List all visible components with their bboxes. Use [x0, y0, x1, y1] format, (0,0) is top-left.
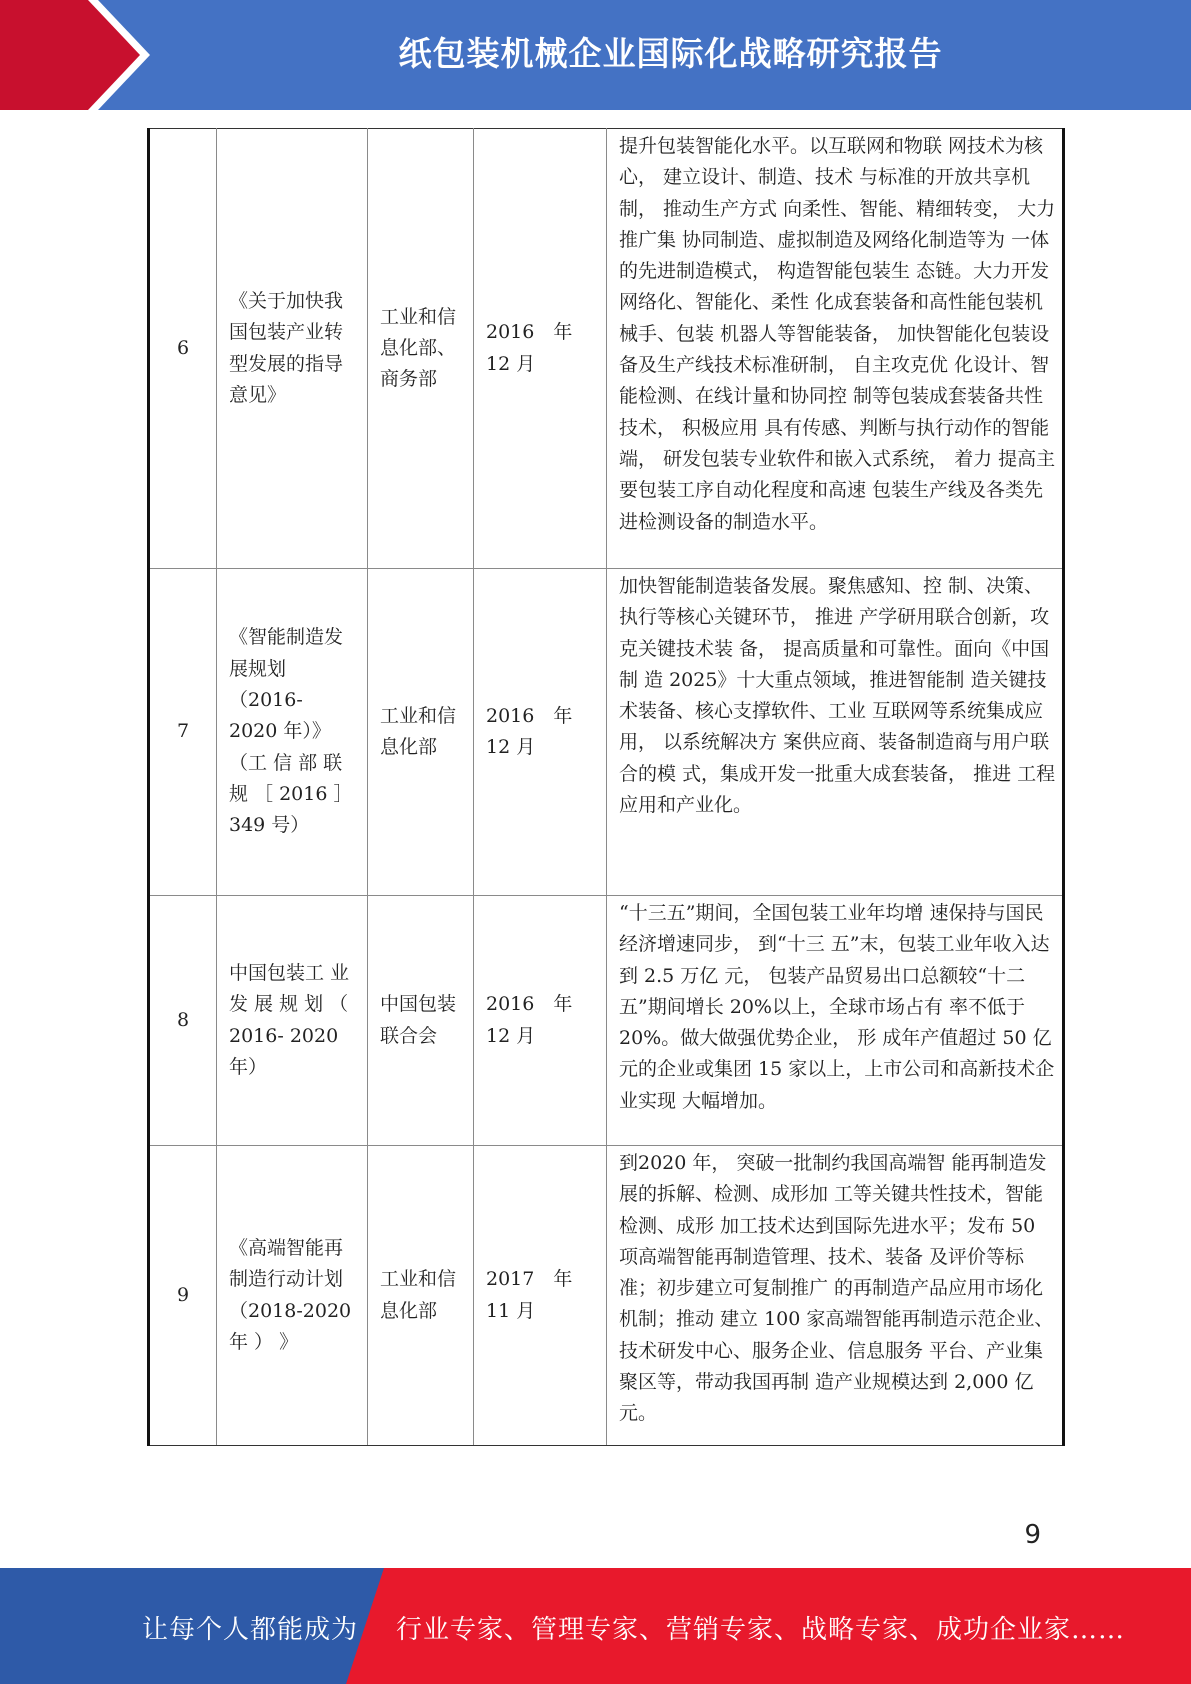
policy-content: 提升包装智能化水平。以互联网和物联 网技术为核心， 建立设计、制造、技术 与标准的开放共享机制， 推动生产方式 向柔性、智能、精细转变， 大力推广集 协同制造、虚拟制造及网络化制造等为 一体的先进制造模式， 构造智能包装生 态链。大力开发网络化、智能化、柔性 化成套装备和高性能包装机械手、包装 机器人等智能装备， 加快智能化包装设 备及生产线技术标准研制， 自主攻克优 化设计、智能检测、在线计量和协同控 制等包装成套装备共性技术， 积极应用 具有传感、判断与执行动作的智能端， 研发包装专业软件和嵌入式系统， 着力 提高主要包装工序自动化程度和高速 包装生产线及各类先进检测设备的制造水平。: [607, 129, 1064, 569]
issuing-department: 工业和信息化部: [368, 1146, 474, 1446]
table-row: [149, 1146, 1064, 1446]
row-number: 7: [149, 569, 217, 896]
row-number: 8: [149, 896, 217, 1146]
row-number: 9: [149, 1146, 217, 1446]
issuing-department: 中国包装联合会: [368, 896, 474, 1146]
page-footer: [0, 1568, 1191, 1684]
policy-name: 《高端智能再 制造行动计划 （2018-2020 年 ） 》: [217, 1146, 368, 1446]
page-number: 9: [1024, 1520, 1041, 1550]
footer-slogan-left: 让每个人都能成为: [142, 1615, 359, 1645]
policy-table: [147, 128, 1065, 1446]
issue-date: 2017 年 11 月: [474, 1146, 607, 1446]
row-number: 6: [149, 129, 217, 569]
table-row: [149, 569, 1064, 896]
issue-date: 2016 年 12 月: [474, 129, 607, 569]
policy-content: 到2020 年， 突破一批制约我国高端智 能再制造发展的拆解、检测、成形加 工等关键共性技术，智能检测、成形 加工技术达到国际先进水平；发布 50 项高端智能再制造管理、技术、装备 及评价等标准；初步建立可复制推广 的再制造产品应用市场化机制；推动 建立 100 家高端智能再制造示范企业、 技术研发中心、服务企业、信息服务 平台、产业集聚区等，带动我国再制 造产业规模达到 2,000 亿元。: [607, 1146, 1064, 1446]
page-header: [0, 0, 1191, 110]
issue-date: 2016 年 12 月: [474, 569, 607, 896]
footer-slogan-right: 行业专家、管理专家、营销专家、战略专家、成功企业家……: [396, 1615, 1126, 1645]
issue-date: 2016 年 12 月: [474, 896, 607, 1146]
table-row: [149, 129, 1064, 569]
policy-name: 中国包装工 业 发 展 规 划 （ 2016- 2020 年）: [217, 896, 368, 1146]
issuing-department: 工业和信 息化部、 商务部: [368, 129, 474, 569]
policy-name: 《关于加快我 国包装产业转 型发展的指导 意见》: [217, 129, 368, 569]
policy-name: 《智能制造发 展规划（2016- 2020 年）》（工 信 部 联 规 ［ 2016 ］ 349 号）: [217, 569, 368, 896]
policy-content: 加快智能制造装备发展。聚焦感知、控 制、决策、执行等核心关键环节， 推进 产学研用联合创新，攻克关键技术装 备， 提高质量和可靠性。面向《中国制 造 2025》十大重点领域，推进智能制 造关键技术装备、核心支撑软件、工业 互联网等系统集成应用， 以系统解决方 案供应商、装备制造商与用户联合的模 式，集成开发一批重大成套装备， 推进 工程应用和产业化。: [607, 569, 1064, 896]
report-title: 纸包装机械企业国际化战略研究报告: [398, 34, 943, 73]
policy-content: “十三五”期间，全国包装工业年均增 速保持与国民经济增速同步， 到“十三 五”末，包装工业年收入达到 2.5 万亿 元， 包装产品贸易出口总额较“十二 五”期间增长 20%以上，全球市场占有 率不低于 20%。做大做强优势企业， 形 成年产值超过 50 亿元的企业或集团 15 家以上，上市公司和高新技术企业实现 大幅增加。: [607, 896, 1064, 1146]
table-row: [149, 896, 1064, 1146]
issuing-department: 工业和信息化部: [368, 569, 474, 896]
